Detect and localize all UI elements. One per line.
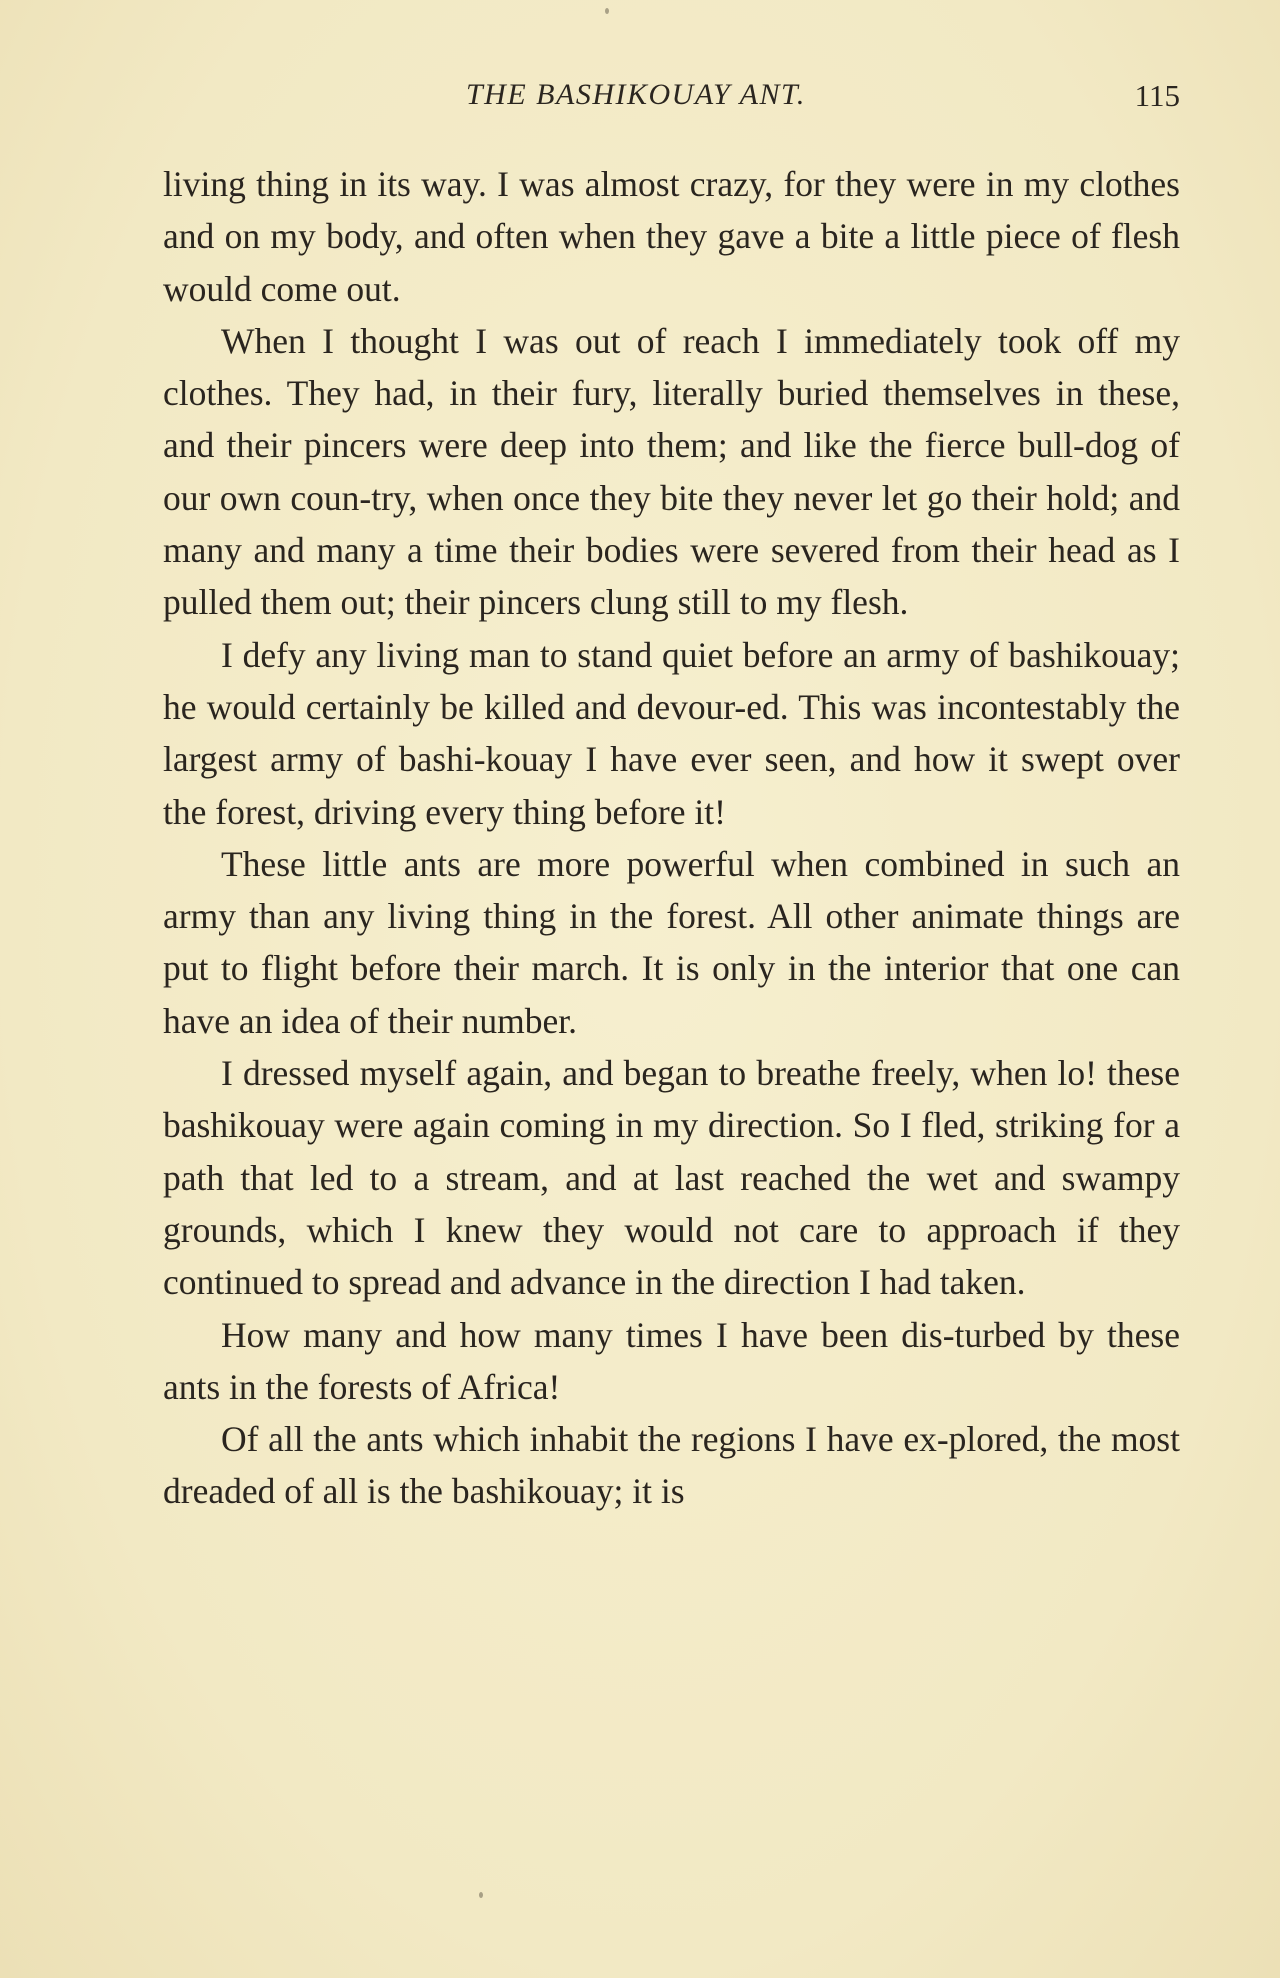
body-text <box>163 158 1180 1518</box>
paragraph-5: I dressed myself again, and began to breathe freely, when lo! these bashikouay were again coming in my direction. So I fled, striking for a path that led to a stream, and at last reached the wet and swampy grounds, which I knew they would not care to approach if they continued to spread and advance in the direction I had taken. <box>163 1053 1180 1303</box>
page-header <box>160 78 1180 128</box>
paper-speck <box>605 8 609 14</box>
paragraph-7: Of all the ants which inhabit the regions I have ex-plored, the most dreaded of all is the bashikouay; it is <box>163 1419 1180 1512</box>
paper-speck <box>479 1892 483 1898</box>
paragraph-1: living thing in its way. I was almost crazy, for they were in my clothes and on my body, and often when they gave a bite a little piece of flesh would come out. <box>163 164 1180 309</box>
paragraph-6: How many and how many times I have been dis-turbed by these ants in the forests of Africa! <box>163 1314 1180 1407</box>
page-number: 115 <box>1134 78 1180 113</box>
paragraph-4: These little ants are more powerful when combined in such an army than any living thing in the forest. All other animate things are put to flight before their march. It is only in the interior that one can have an idea of their number. <box>163 843 1180 1041</box>
paragraph-3: I defy any living man to stand quiet before an army of bashikouay; he would certainly be killed and devour-ed. This was incontestably the largest army of bashi-kouay I have ever seen, and how it swept over the forest, driving every thing before it! <box>163 634 1180 832</box>
running-title: THE BASHIKOUAY ANT. <box>466 78 806 111</box>
paragraph-2: When I thought I was out of reach I immediately took off my clothes. They had, in their fury, literally buried themselves in these, and their pincers were deep into them; and like the fierce bull-dog of our own coun-try, when once they bite they never let go their hold; and many and many a time their bodies were severed from their head as I pulled them out; their pincers clung still to my flesh. <box>163 320 1180 623</box>
